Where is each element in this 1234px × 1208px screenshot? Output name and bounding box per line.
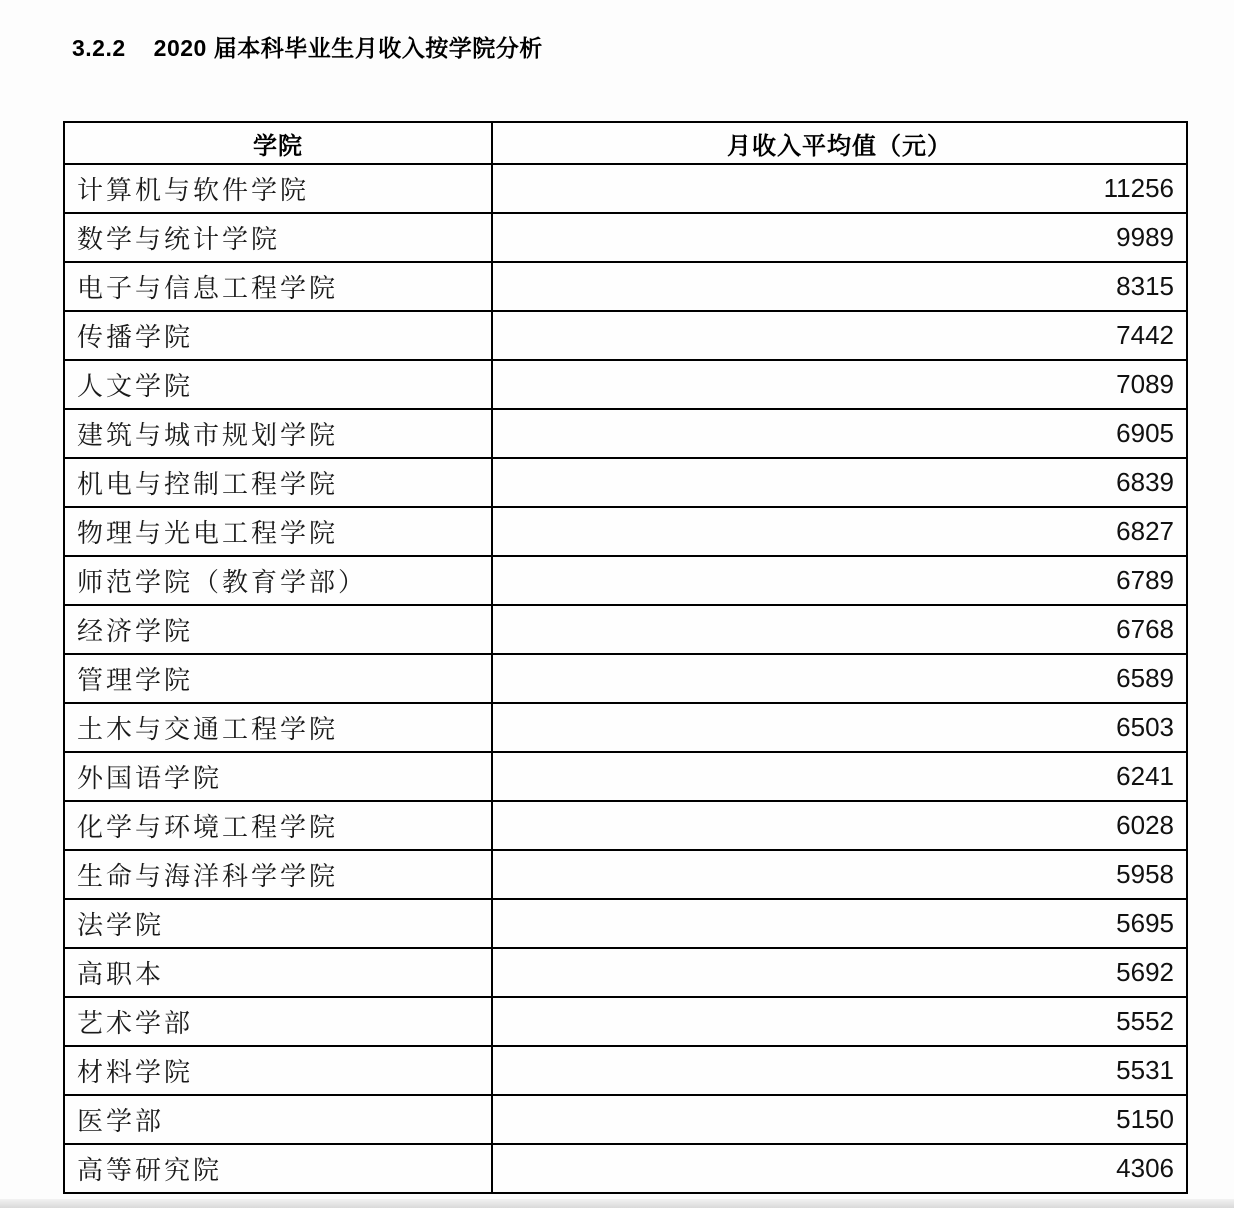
income-by-college-table xyxy=(63,121,1188,1194)
table-row xyxy=(64,605,1187,654)
college-cell: 计算机与软件学院 xyxy=(64,164,492,213)
table-row xyxy=(64,997,1187,1046)
college-cell: 化学与环境工程学院 xyxy=(64,801,492,850)
college-cell: 管理学院 xyxy=(64,654,492,703)
table-row xyxy=(64,1095,1187,1144)
table-row xyxy=(64,360,1187,409)
table-row xyxy=(64,507,1187,556)
income-cell: 6768 xyxy=(492,605,1187,654)
income-cell: 9989 xyxy=(492,213,1187,262)
income-cell: 6839 xyxy=(492,458,1187,507)
income-column-header: 月收入平均值（元） xyxy=(492,122,1187,164)
college-cell: 生命与海洋科学学院 xyxy=(64,850,492,899)
table-row xyxy=(64,262,1187,311)
college-cell: 建筑与城市规划学院 xyxy=(64,409,492,458)
college-cell: 土木与交通工程学院 xyxy=(64,703,492,752)
table-row xyxy=(64,213,1187,262)
income-cell: 5958 xyxy=(492,850,1187,899)
page-bottom-edge xyxy=(0,1199,1234,1208)
income-cell: 5552 xyxy=(492,997,1187,1046)
income-cell: 11256 xyxy=(492,164,1187,213)
table-row xyxy=(64,1144,1187,1193)
table-row xyxy=(64,899,1187,948)
income-cell: 5150 xyxy=(492,1095,1187,1144)
income-cell: 6589 xyxy=(492,654,1187,703)
income-cell: 6028 xyxy=(492,801,1187,850)
college-cell: 外国语学院 xyxy=(64,752,492,801)
income-cell: 6241 xyxy=(492,752,1187,801)
income-cell: 4306 xyxy=(492,1144,1187,1193)
college-column-header: 学院 xyxy=(64,122,492,164)
income-cell: 5531 xyxy=(492,1046,1187,1095)
income-cell: 7442 xyxy=(492,311,1187,360)
college-cell: 法学院 xyxy=(64,899,492,948)
college-cell: 师范学院（教育学部） xyxy=(64,556,492,605)
table-row xyxy=(64,556,1187,605)
income-cell: 6503 xyxy=(492,703,1187,752)
college-cell: 数学与统计学院 xyxy=(64,213,492,262)
college-cell: 医学部 xyxy=(64,1095,492,1144)
table-row xyxy=(64,164,1187,213)
table-row xyxy=(64,948,1187,997)
income-cell: 5695 xyxy=(492,899,1187,948)
table-row xyxy=(64,409,1187,458)
table-row xyxy=(64,654,1187,703)
college-cell: 电子与信息工程学院 xyxy=(64,262,492,311)
table-row xyxy=(64,1046,1187,1095)
income-cell: 6789 xyxy=(492,556,1187,605)
college-cell: 机电与控制工程学院 xyxy=(64,458,492,507)
section-number: 3.2.2 xyxy=(72,35,126,61)
table-row xyxy=(64,850,1187,899)
college-cell: 高职本 xyxy=(64,948,492,997)
income-cell: 6905 xyxy=(492,409,1187,458)
income-cell: 5692 xyxy=(492,948,1187,997)
table-row xyxy=(64,752,1187,801)
college-cell: 高等研究院 xyxy=(64,1144,492,1193)
income-cell: 7089 xyxy=(492,360,1187,409)
college-cell: 物理与光电工程学院 xyxy=(64,507,492,556)
section-heading xyxy=(0,0,1234,63)
college-cell: 材料学院 xyxy=(64,1046,492,1095)
table-row xyxy=(64,801,1187,850)
table-header-row xyxy=(64,122,1187,164)
table-row xyxy=(64,458,1187,507)
income-cell: 6827 xyxy=(492,507,1187,556)
college-cell: 艺术学部 xyxy=(64,997,492,1046)
college-cell: 传播学院 xyxy=(64,311,492,360)
college-cell: 人文学院 xyxy=(64,360,492,409)
section-title: 2020 届本科毕业生月收入按学院分析 xyxy=(153,35,543,61)
table-row xyxy=(64,311,1187,360)
income-cell: 8315 xyxy=(492,262,1187,311)
college-cell: 经济学院 xyxy=(64,605,492,654)
table-row xyxy=(64,703,1187,752)
